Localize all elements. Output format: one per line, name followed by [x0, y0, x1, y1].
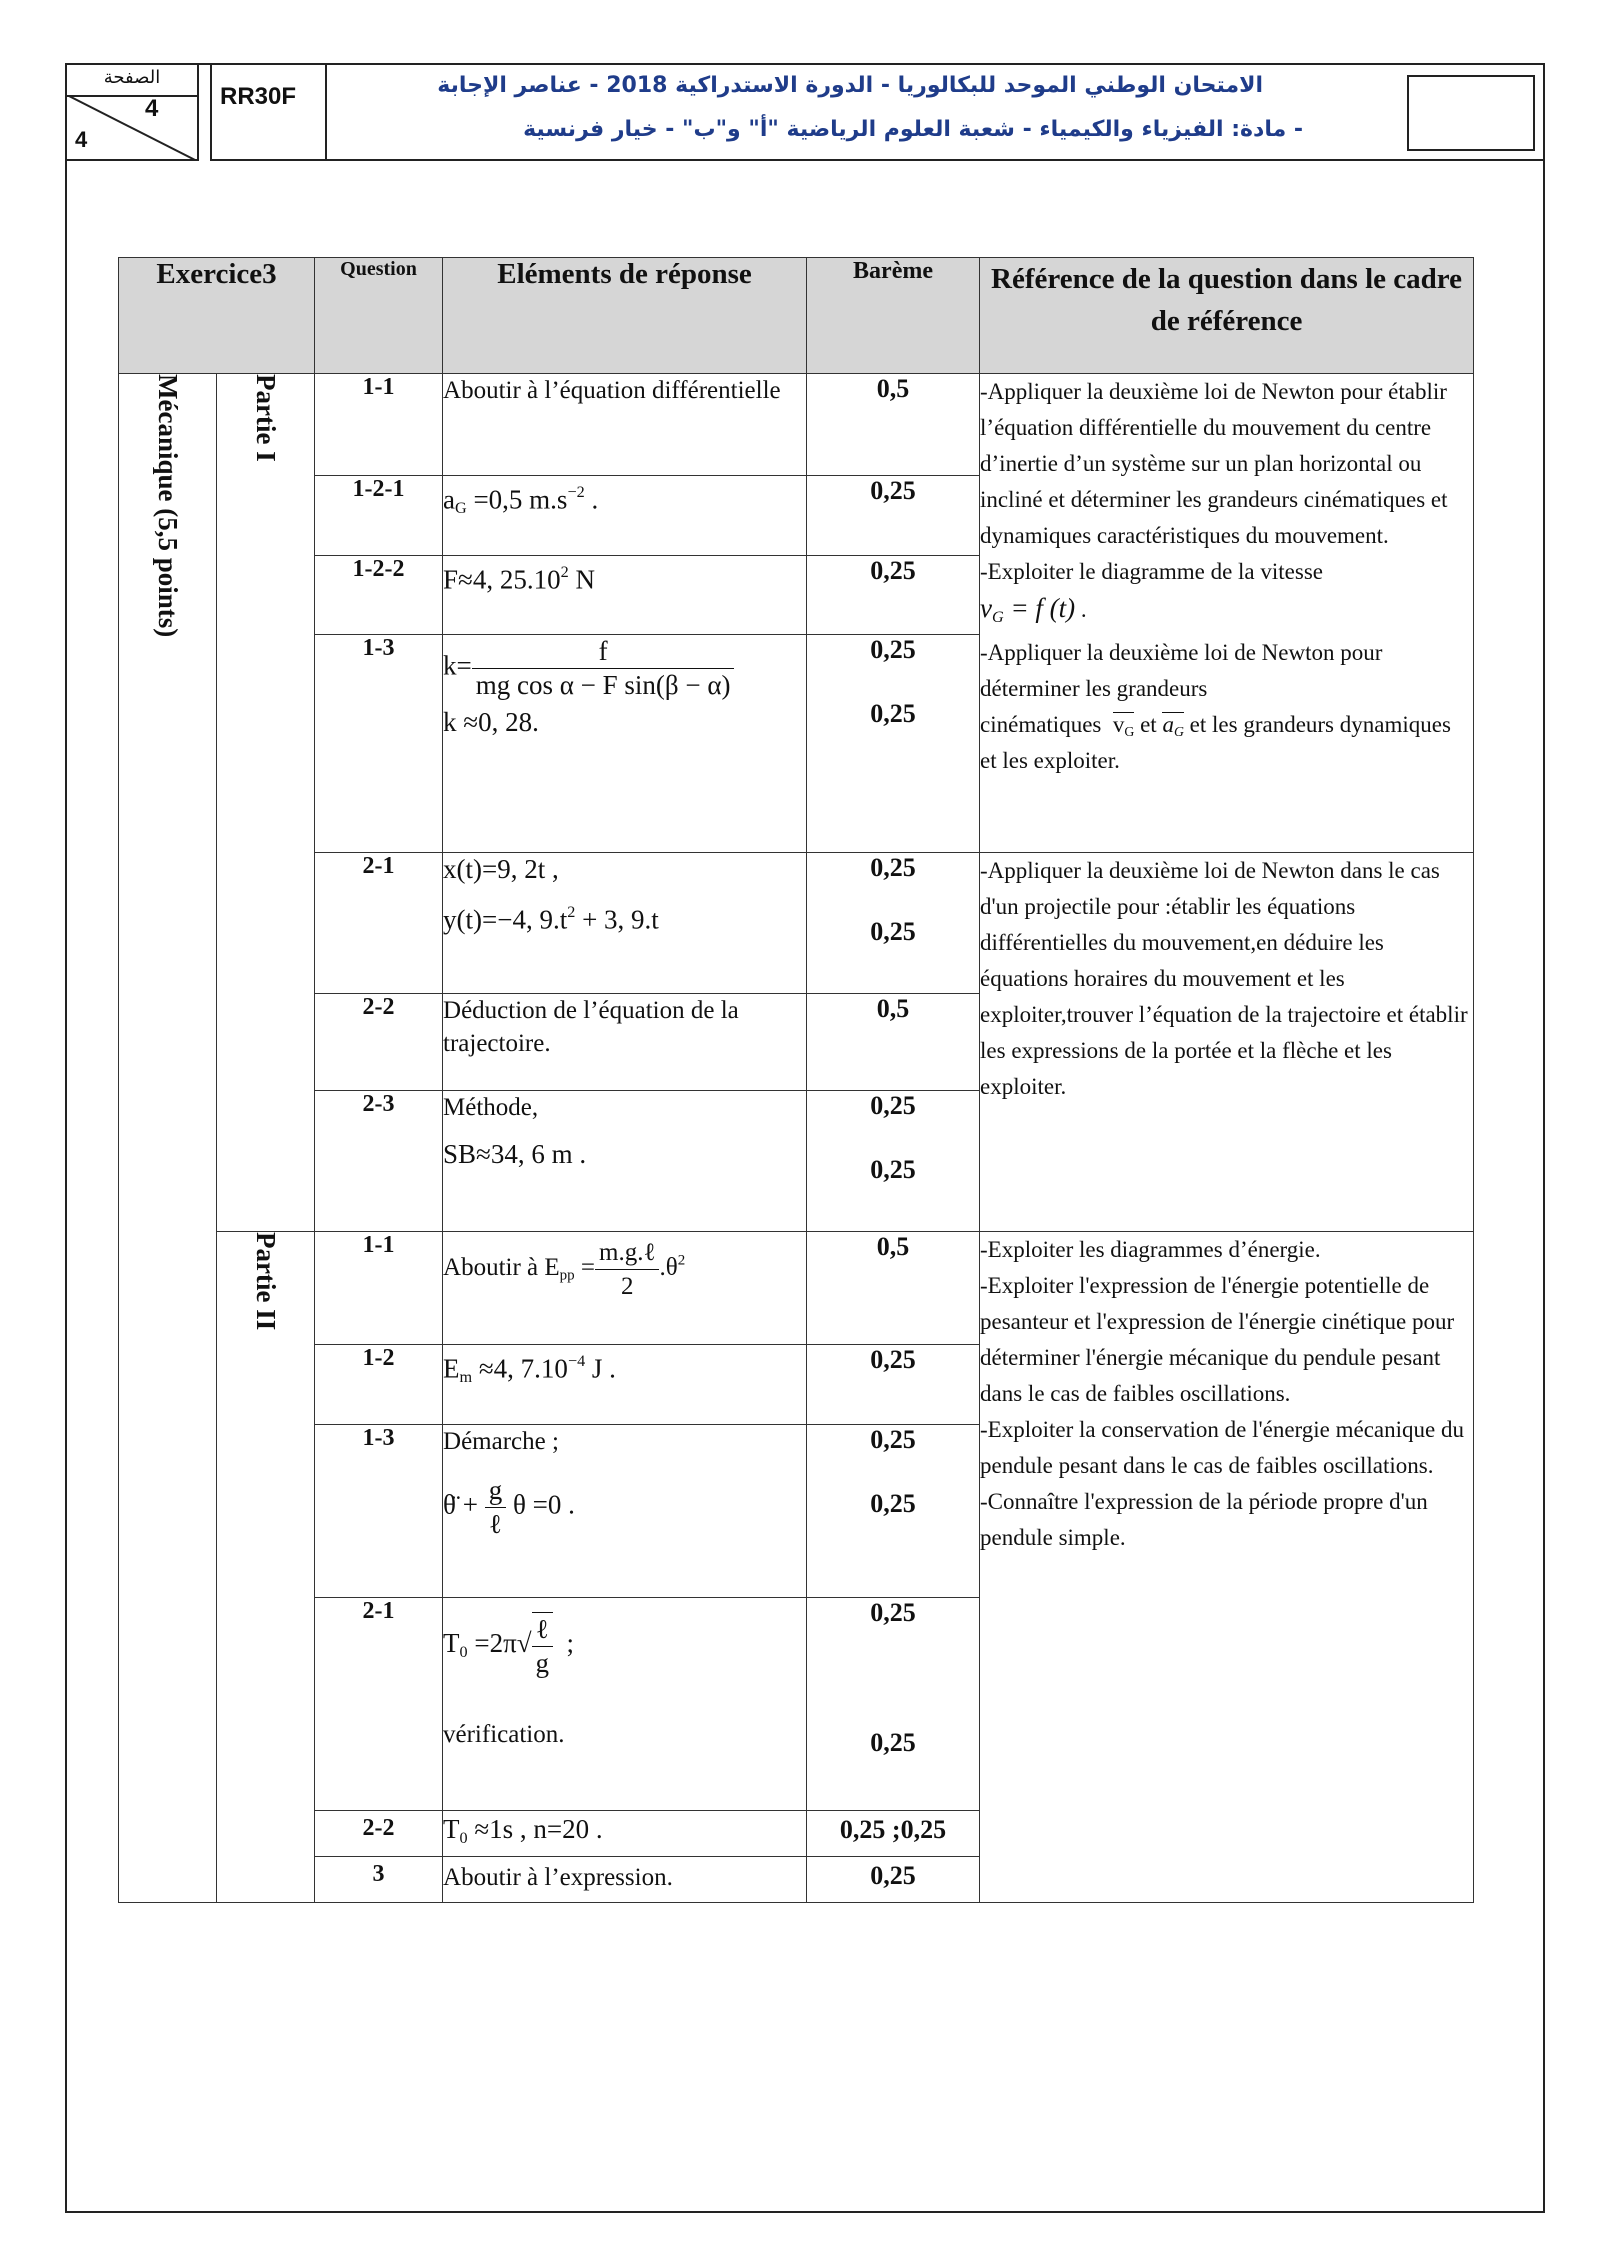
part2-cell [217, 1232, 315, 1903]
section-label: Mécanique (5,5 points) [153, 374, 183, 638]
score-1: 0,25 [870, 853, 916, 882]
answer-text: Aboutir à [443, 1254, 539, 1282]
exam-code: RR30F [212, 65, 327, 159]
answer-element: Aboutir à l’expression. [443, 1857, 807, 1903]
question-number: 2-2 [315, 1811, 443, 1857]
reference-part2 [980, 1232, 1474, 1903]
question-number: 1-3 [315, 635, 443, 853]
reference-text: et [1140, 711, 1157, 737]
answer-formula: $E_m \approx 4$, $7.10^{-4}$ J . [443, 1345, 807, 1425]
exam-title-line2: - مادة: الفيزياء والكيمياء - شعبة العلوم الرياضية "أ" و"ب" - خيار فرنسية [523, 117, 1303, 142]
section-cell [119, 374, 217, 1903]
score [807, 1091, 980, 1232]
answer-table [118, 257, 1474, 1903]
reference-text: -Exploiter l'expression de l'énergie potentielle de pesanteur et l'expression de l'énergie cinétique pour déterminer l'énergie mécanique du pendule pesant dans le cas de faibles oscillations. [980, 1273, 1455, 1406]
reference-text: -Appliquer la deuxième loi de Newton pour établir l’équation différentielle du mouvement du centre d’inertie d’un système sur un plan horizontal ou incliné et déterminer les grandeurs cinématiques et dynamiques caractéristiques du mouvement. [980, 379, 1448, 548]
question-number: 2-3 [315, 1091, 443, 1232]
header-bareme: Barème [807, 258, 980, 374]
page-current: 4 [145, 95, 159, 122]
table-header-row [119, 258, 1474, 374]
reference-text: -Exploiter les diagrammes d’énergie. [980, 1237, 1321, 1262]
score: 0,25 [807, 556, 980, 635]
score: 0,5 [807, 1232, 980, 1345]
question-number: 1-3 [315, 1425, 443, 1598]
question-number: 1-2 [315, 1345, 443, 1425]
score: 0,25 [807, 1857, 980, 1903]
reference-part1-a: -Appliquer la deuxième loi de Newton pour établir l’équation différentielle du mouvement du centre d’inertie d’un système sur un plan horizontal ou incliné et déterminer les grandeurs cinématiques et dynamiques caractéristiques du mouvement. -Exploiter le diagramme de la vitesse $v_G = f$ (t) . -Appliquer la deuxième loi de Newton pour déterminer les grandeurs cinématiques $v_G$ et $a_G$ et les grandeurs dynamiques et les exploiter. [980, 374, 1474, 853]
score-2: 0,25 [870, 917, 916, 946]
header-question: Question [315, 258, 443, 374]
question-number: 3 [315, 1857, 443, 1903]
score-2: 0,25 [870, 1489, 916, 1518]
reference-part1-b: -Appliquer la deuxième loi de Newton dans le cas d'un projectile pour :établir les équations différentielles du mouvement,en déduire les équations horaires du mouvement et les exploiter,trouver l’équation de la trajectoire et établir les expressions de la portée et la flèche et les exploiter. [980, 853, 1474, 1232]
answer-element: Déduction de l’équation de la trajectoire. [443, 994, 807, 1091]
score: 0,5 [807, 374, 980, 476]
question-number: 1-2-1 [315, 476, 443, 556]
reference-text: -Exploiter le diagramme de la vitesse [980, 559, 1323, 584]
answer-formula: Aboutir à $E_{pp}$ = $\frac{\text{m.g.ℓ}}{2}$ $.\theta^2$ [443, 1232, 807, 1345]
header-elements: Eléments de réponse [443, 258, 807, 374]
exam-header [210, 63, 1545, 161]
score-2: 0,25 [870, 1155, 916, 1184]
header-exercice: Exercice3 [119, 258, 315, 374]
header-empty-box [1407, 75, 1535, 151]
question-number: 1-2-2 [315, 556, 443, 635]
score-1: 0,25 [870, 1598, 916, 1627]
table-row [119, 374, 1474, 476]
reference-text: -Appliquer la deuxième loi de Newton pour déterminer les grandeurs [980, 639, 1383, 701]
answer-element: Aboutir à l’équation différentielle [443, 374, 807, 476]
exam-title-line1: الامتحان الوطني الموحد للبكالوريا - الدورة الاستدراكية 2018 - عناصر الإجابة [437, 73, 1263, 98]
question-number: 1-1 [315, 374, 443, 476]
vector-vg: $v_G$ [1113, 712, 1134, 743]
part2-label: Partie II [251, 1232, 281, 1331]
question-number: 2-2 [315, 994, 443, 1091]
score [807, 853, 980, 994]
answer-formula: k= $\frac{f}{\text{mg cos α − F sin(β − α)}}$ k ≈0, 28. [443, 635, 807, 853]
score-1: 0,25 [870, 635, 916, 664]
answer-formula: F≈4, 25.10$^2$ N [443, 556, 807, 635]
answer-element: Démarche ; θ̈ + $\frac{g}{\text{ℓ}}$ θ =0 . [443, 1425, 807, 1598]
question-number: 1-1 [315, 1232, 443, 1345]
score-2: 0,25 [870, 699, 916, 728]
answer-text: Méthode, [443, 1094, 539, 1121]
page-number-box [65, 63, 199, 161]
reference-text: cinématiques [980, 711, 1102, 737]
reference-text: -Exploiter la conservation de l'énergie mécanique du pendule pesant dans le cas de faibles oscillations. [980, 1417, 1464, 1478]
score: 0,5 [807, 994, 980, 1091]
score: 0,25 [807, 1345, 980, 1425]
answer-text: Démarche ; [443, 1428, 559, 1455]
part1-label: Partie I [251, 374, 281, 462]
vector-ag: $a_G$ [1162, 712, 1183, 743]
question-number: 2-1 [315, 1598, 443, 1811]
answer-formula: $a_G =0,5$ $m.s^{-2}$ . [443, 476, 807, 556]
page-total: 4 [75, 127, 88, 152]
table-row [119, 853, 1474, 994]
answer-formula: $T_0 \approx 1s$ , n=20 . [443, 1811, 807, 1857]
header-reference: Référence de la question dans le cadre de référence [980, 258, 1474, 374]
score: 0,25 ;0,25 [807, 1811, 980, 1857]
answer-text: vérification. [443, 1721, 565, 1748]
page-label: الصفحة [103, 67, 161, 88]
score: 0,25 [807, 476, 980, 556]
answer-element: Méthode, SB≈34, 6 m . [443, 1091, 807, 1232]
score [807, 1425, 980, 1598]
score [807, 1598, 980, 1811]
score [807, 635, 980, 853]
answer-element: $T_0 =2\pi√$ $\frac{\text{ℓ}}{g}$ ; vérification. [443, 1598, 807, 1811]
score-2: 0,25 [870, 1728, 916, 1757]
answer-formula: x(t)=9, 2t , y(t)=−4, $9.t^2 + 3$, 9.t [443, 853, 807, 994]
table-row [119, 1232, 1474, 1345]
reference-text: -Connaître l'expression de la période propre d'un pendule simple. [980, 1489, 1428, 1550]
question-number: 2-1 [315, 853, 443, 994]
reference-text: et les grandeurs dynamiques et les exploiter. [980, 711, 1451, 773]
vg-formula: $v_G = f$ (t) [980, 593, 1076, 626]
score-1: 0,25 [870, 1091, 916, 1120]
part1-cell [217, 374, 315, 1232]
score-1: 0,25 [870, 1425, 916, 1454]
